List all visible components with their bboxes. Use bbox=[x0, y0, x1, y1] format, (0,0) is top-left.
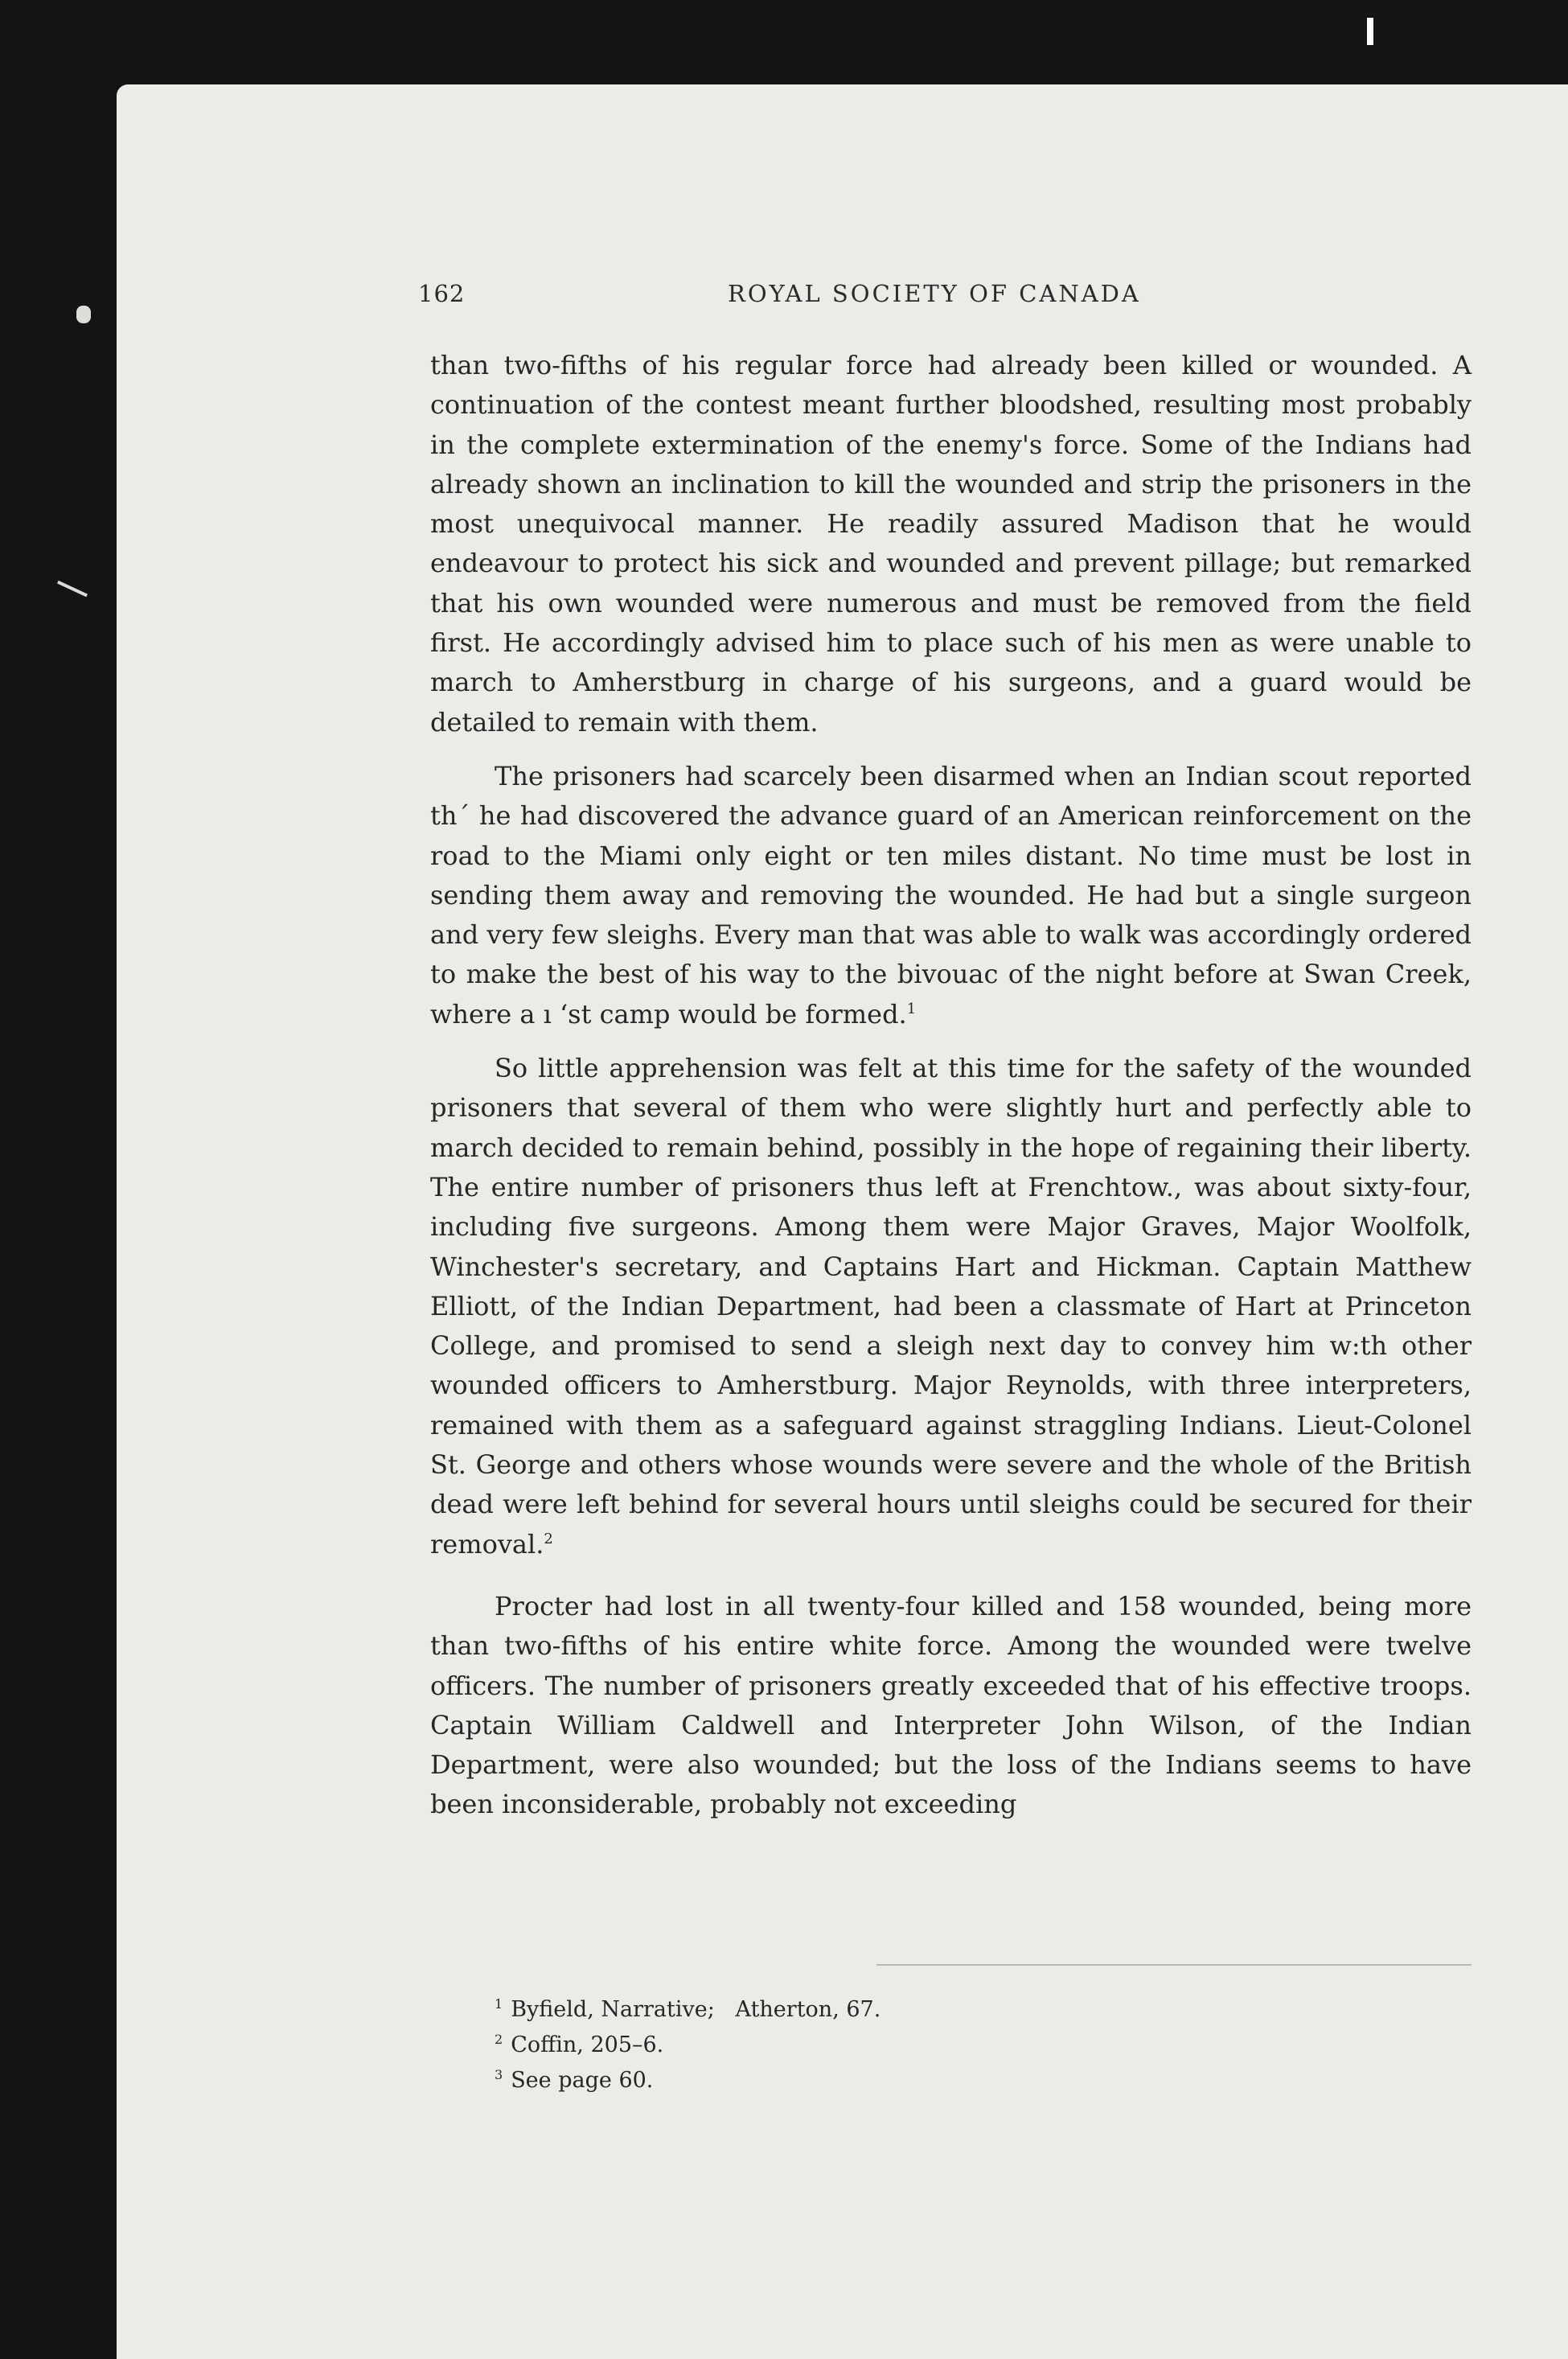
paragraph-text: Procter had lost in all twenty-four killed and 158 wounded, being more than two-fifths of his entire white force. Among the wounded were twelve officers. The number of prisoners greatly exceeded that of his effective troops. Captain William Caldwell and Interpreter John Wilson, of the Indian Department, were also wounded; but the loss of the Indians seems to have been inconsiderable, probably not exceeding bbox=[430, 1590, 1472, 1820]
running-head: ROYAL SOCIETY OF CANADA bbox=[728, 280, 1141, 307]
paragraph bbox=[430, 1049, 1472, 1564]
scan-speck bbox=[57, 581, 88, 598]
paragraph bbox=[430, 757, 1472, 1034]
footnote bbox=[495, 1992, 1218, 2028]
footnote bbox=[495, 2063, 1218, 2098]
page-header bbox=[418, 280, 1463, 320]
footnote-text: Coffin, 205–6. bbox=[511, 2032, 664, 2057]
footnote-mark: 3 bbox=[495, 2067, 503, 2082]
scan-speck bbox=[76, 306, 91, 323]
body-text bbox=[430, 346, 1472, 1825]
paragraph-text: than two-fifths of his regular force had already been killed or wounded. A continuation of the contest meant further bloodshed, resulting most probably in the complete extermination of the enemy's force. Some of the Indians had already shown an inclination to kill the wounded and strip the prisoners in the most unequivocal manner. He readily assured Madison that he would endeavour to protect his sick and wounded and prevent pillage; but remarked that his own wounded were numerous and must be removed from the field first. He accordingly advised him to place such of his men as were unable to march to Amherstburg in charge of his surgeons, and a guard would be detailed to remain with them. bbox=[430, 350, 1472, 738]
footnote-ref: 2 bbox=[544, 1530, 553, 1547]
footnotes bbox=[495, 1992, 1218, 2098]
paragraph bbox=[430, 346, 1472, 742]
paragraph bbox=[430, 1587, 1472, 1825]
page-number: 162 bbox=[418, 280, 466, 307]
footnote bbox=[495, 2028, 1218, 2063]
paragraph-text: The prisoners had scarcely been disarmed when an Indian scout reported th´ he had discovered the advance guard of an American reinforcement on the road to the Miami only eight or ten miles distant. No time must be lost in sending them away and removing the wounded. He had but a single surgeon and very few sleighs. Every man that was able to walk was accordingly ordered to make the best of his way to the bivouac of the night before at Swan Creek, where a ı ‘st camp would be formed. bbox=[430, 760, 1472, 1029]
footnote-ref: 1 bbox=[906, 1000, 917, 1017]
scan-speck bbox=[1367, 18, 1373, 45]
paragraph-text: So little apprehension was felt at this time for the safety of the wounded prisoners that several of them who were slightly hurt and perfectly able to march decided to remain behind, possibly in the hope of regaining their liberty. The entire number of prisoners thus left at Frenchtow., was about sixty-four, including five surgeons. Among them were Major Graves, Major Woolfolk, Winchester's secretary, and Captains Hart and Hickman. Captain Matthew Elliott, of the Indian Department, had been a classmate of Hart at Princeton College, and promised to send a sleigh next day to convey him w:th other wounded officers to Amherstburg. Major Reynolds, with three interpreters, remained with them as a safeguard against straggling Indians. Lieut-Colonel St. George and others whose wounds were severe and the whole of the British dead were left behind for several hours until sleighs could be secured for their removal. bbox=[430, 1053, 1472, 1560]
footnote-mark: 2 bbox=[495, 2032, 503, 2047]
footnote-text: Byfield, Narrative; Atherton, 67. bbox=[511, 1997, 881, 2022]
footnote-mark: 1 bbox=[495, 1996, 503, 2012]
footnote-divider bbox=[876, 1964, 1472, 1966]
footnote-text: See page 60. bbox=[511, 2068, 654, 2093]
